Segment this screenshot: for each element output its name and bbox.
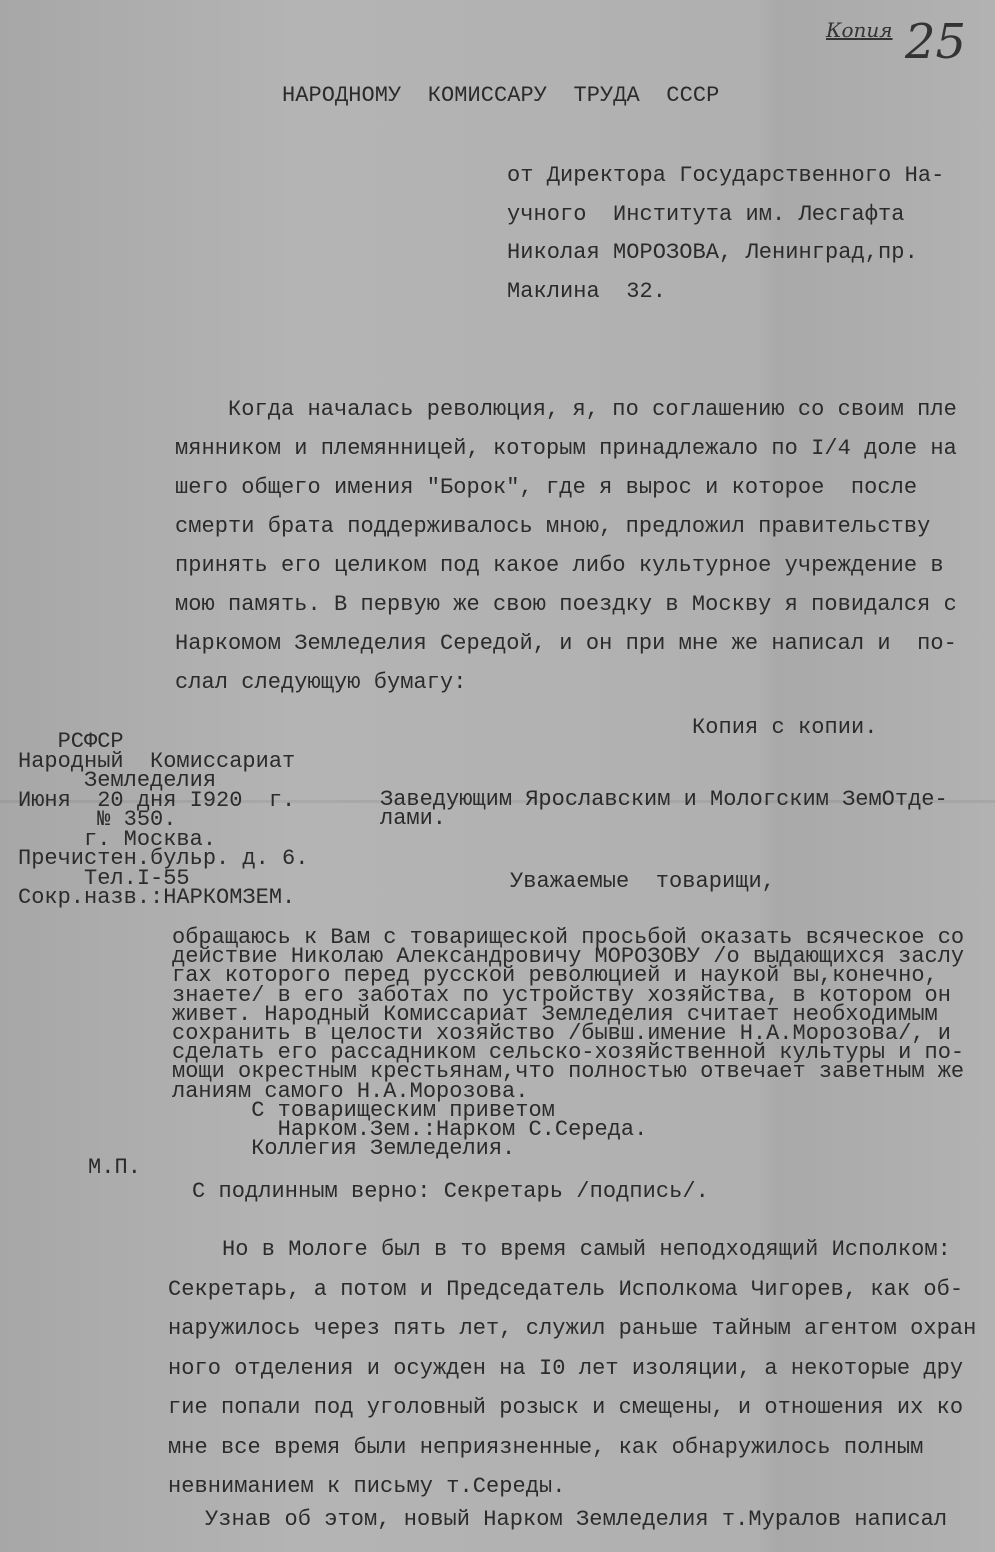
text-line: Когда началась революция, я, по соглашению со своим пле — [228, 397, 957, 422]
text-line: лами. — [380, 806, 447, 831]
handwritten-copy-mark: Копия — [826, 18, 893, 42]
text-line: мощи окрестным крестьянам,что полностью отвечает заветным же — [172, 1059, 965, 1085]
text-line: знаете/ в его заботах по устройству хозяйства, в котором он — [172, 982, 951, 1008]
salutation: Уважаемые товарищи, — [510, 869, 776, 894]
text-line: Тел.I-55 — [18, 865, 190, 891]
text-line: Земледелия — [18, 768, 217, 793]
text-line: ланиям самого Н.А.Морозова. — [172, 1078, 529, 1104]
copy-note: Копия с копии. — [692, 715, 878, 740]
text-line: Народный Комиссариат — [18, 748, 296, 774]
text-line: Секретарь, а потом и Председатель Исполкома Чигорев, как об- — [168, 1276, 964, 1302]
text-line: Нарком.Зем.:Нарком С.Середа. — [172, 1117, 648, 1142]
text-line: Но в Мологе был в то время самый неподходящий Исполком: — [222, 1237, 951, 1262]
text-line: невниманием к письму т.Середы. — [168, 1474, 566, 1499]
text-line: № 350. — [18, 807, 177, 832]
text-line: наружилось через пять лет, служил раньше тайным агентом охран — [168, 1316, 977, 1341]
text-line: гие попали под уголовный розыск и смещены, и отношения их ко — [168, 1395, 964, 1420]
text-line: Маклина 32. — [507, 278, 667, 304]
text-line: живет. Народный Комиссариат Земледелия считает необходимым — [172, 1001, 938, 1027]
text-line: Наркомом Земледелия Середой, и он при мне же написал и по- — [175, 631, 957, 656]
text-line: Сокр.назв.:НАРКОМЗЕМ. — [18, 885, 296, 910]
certification: С подлинным верно: Секретарь /подпись/. — [192, 1179, 709, 1204]
text-line: слал следующую бумагу: — [175, 670, 467, 695]
text-line: Заведующим Ярославским и Мологским ЗемОтде- — [380, 787, 948, 812]
text-line: мянником и племянницей, которым принадлежало по I/4 доле на — [175, 436, 957, 461]
text-line: Узнав об этом, новый Нарком Земледелия т.Муралов написал — [205, 1507, 948, 1532]
text-line: г. Москва. — [18, 826, 217, 852]
text-line: учного Института им. Лесгафта — [507, 201, 905, 227]
text-line: шего общего имения "Борок", где я вырос и которое после — [175, 475, 918, 500]
text-line: смерти брата поддерживалось мною, предложил правительству — [175, 514, 931, 539]
text-line: Николая МОРОЗОВА, Ленинград,пр. — [507, 240, 918, 265]
text-line: ного отделения и осужден на I0 лет изоляции, а некоторые дру — [168, 1355, 964, 1381]
text-line: Коллегия Земледелия. — [172, 1136, 516, 1162]
seal-mark: М.П. — [88, 1155, 142, 1180]
handwritten-page-number: 25 — [905, 14, 967, 70]
text-line: действие Николаю Александровичу МОРОЗОВУ /о выдающихся заслу — [172, 944, 965, 970]
text-line: С товарищеским приветом — [172, 1097, 555, 1123]
text-line: РСФСР — [18, 729, 124, 754]
text-line: сделать его рассадником сельско-хозяйственной культуры и по- — [172, 1040, 965, 1066]
document-title: НАРОДНОМУ КОМИССАРУ ТРУДА СССР — [282, 83, 720, 108]
text-line: Пречистен.бульр. д. 6. — [18, 846, 309, 871]
text-line: мою память. В первую же свою поездку в Москву я повидался с — [175, 592, 957, 617]
text-line: мне все время были неприязненные, как обнаружилось полным — [168, 1434, 924, 1460]
text-line: гах которого перед русской революцией и наукой вы,конечно, — [172, 963, 938, 989]
text-line: принять его целиком под какое либо культурное учреждение в — [175, 553, 944, 578]
text-line: от Директора Государственного На- — [507, 163, 945, 188]
text-line: сохранить в целости хозяйство /бывш.имение Н.А.Морозова/, и — [172, 1021, 951, 1046]
text-line: обращаюсь к Вам с товарищеской просьбой оказать всяческое со — [172, 925, 965, 950]
text-line: Июня 20 дня I920 г. — [18, 787, 296, 813]
